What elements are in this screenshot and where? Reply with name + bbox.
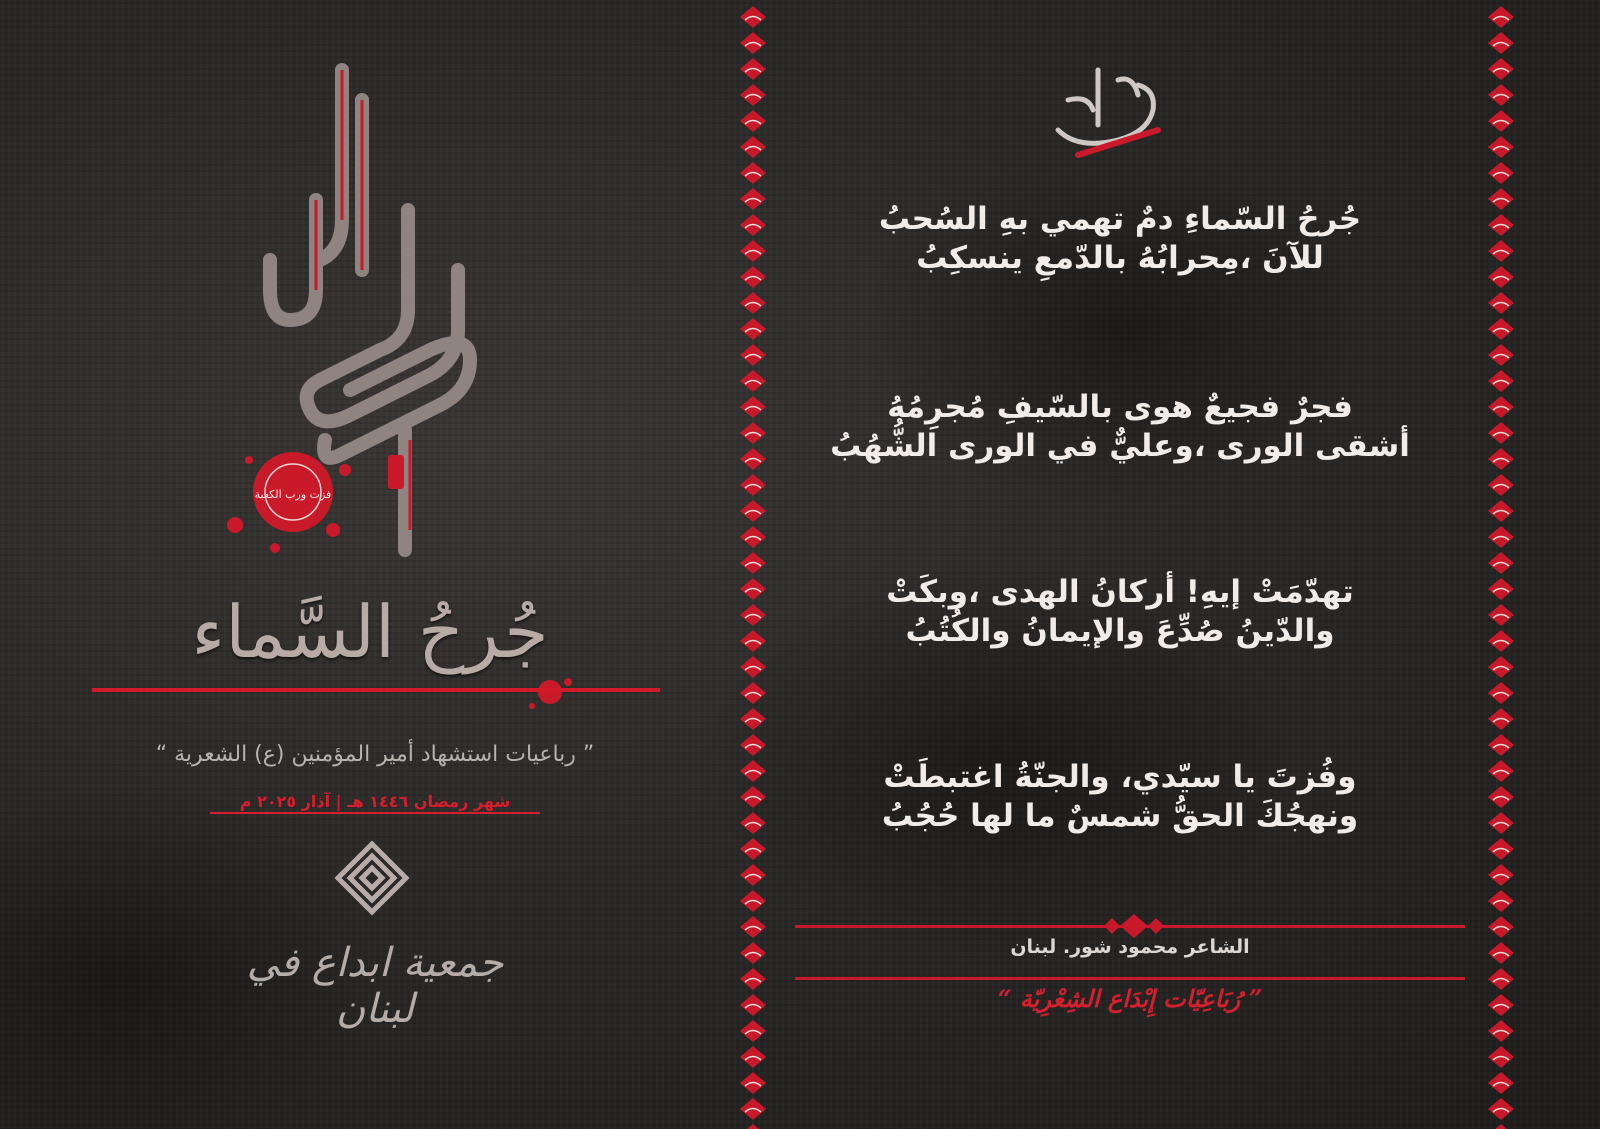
divider-bottom <box>795 977 1465 980</box>
verse-line: فجرٌ فجيعٌ هوى بالسّيفِ مُجرِمُهُ <box>887 389 1353 425</box>
verse-line: أشقى الورى ،وعليٌّ في الورى الشُّهُبُ <box>830 427 1410 464</box>
page-title: جُرحُ السَّماء <box>191 590 549 674</box>
left-panel <box>0 0 730 1129</box>
seal-text: فزت ورب الكعبة <box>254 488 332 501</box>
association-name: جمعية ابداع في لبنان <box>246 940 504 1032</box>
verse-line: جُرحُ السّماءِ دمٌ تهمي بهِ السُحبُ <box>878 201 1362 237</box>
poet-name: الشاعر محمود شور. لبنان <box>1010 936 1250 958</box>
verse-line: للآنَ ،مِحرابُهُ بالدّمعِ ينسكِبُ <box>916 239 1324 276</box>
blood-seal-icon <box>215 430 365 570</box>
verse-line: ونهجُكَ الحقُّ شمسٌ ما لها حُجُبُ <box>881 797 1359 834</box>
title-blood-splash-icon <box>520 668 580 718</box>
stanza-1 <box>800 200 1440 278</box>
blood-drop-mark <box>388 455 404 489</box>
stanza-4 <box>800 758 1440 836</box>
subtitle: ” رباعيات استشهاد أمير المؤمنين (ع) الشعرية “ <box>155 742 595 767</box>
verse-line: والدّينُ صُدِّعَ والإيمانُ والكُتُبُ <box>905 612 1335 649</box>
collection-title: ” رُبَاعِيّات إِبْدَاع الشِعْرِيّة “ <box>997 984 1263 1013</box>
ya-ali-calligraphy-icon <box>1038 50 1178 170</box>
stanza-2 <box>800 388 1440 466</box>
stanza-3 <box>800 573 1440 651</box>
kufic-logo-icon <box>334 840 410 916</box>
verse-line: تهدّمَتْ إيهِ! أركانُ الهدى ،وبكَتْ <box>886 574 1354 610</box>
verse-line: وفُزتَ يا سيّدي، والجنّةُ اغتبطَتْ <box>883 759 1357 795</box>
title-underline <box>92 688 660 692</box>
date-text: شهر رمضان ١٤٤٦ هـ | آذار ٢٠٢٥ م <box>210 792 540 814</box>
right-panel <box>730 0 1600 1129</box>
